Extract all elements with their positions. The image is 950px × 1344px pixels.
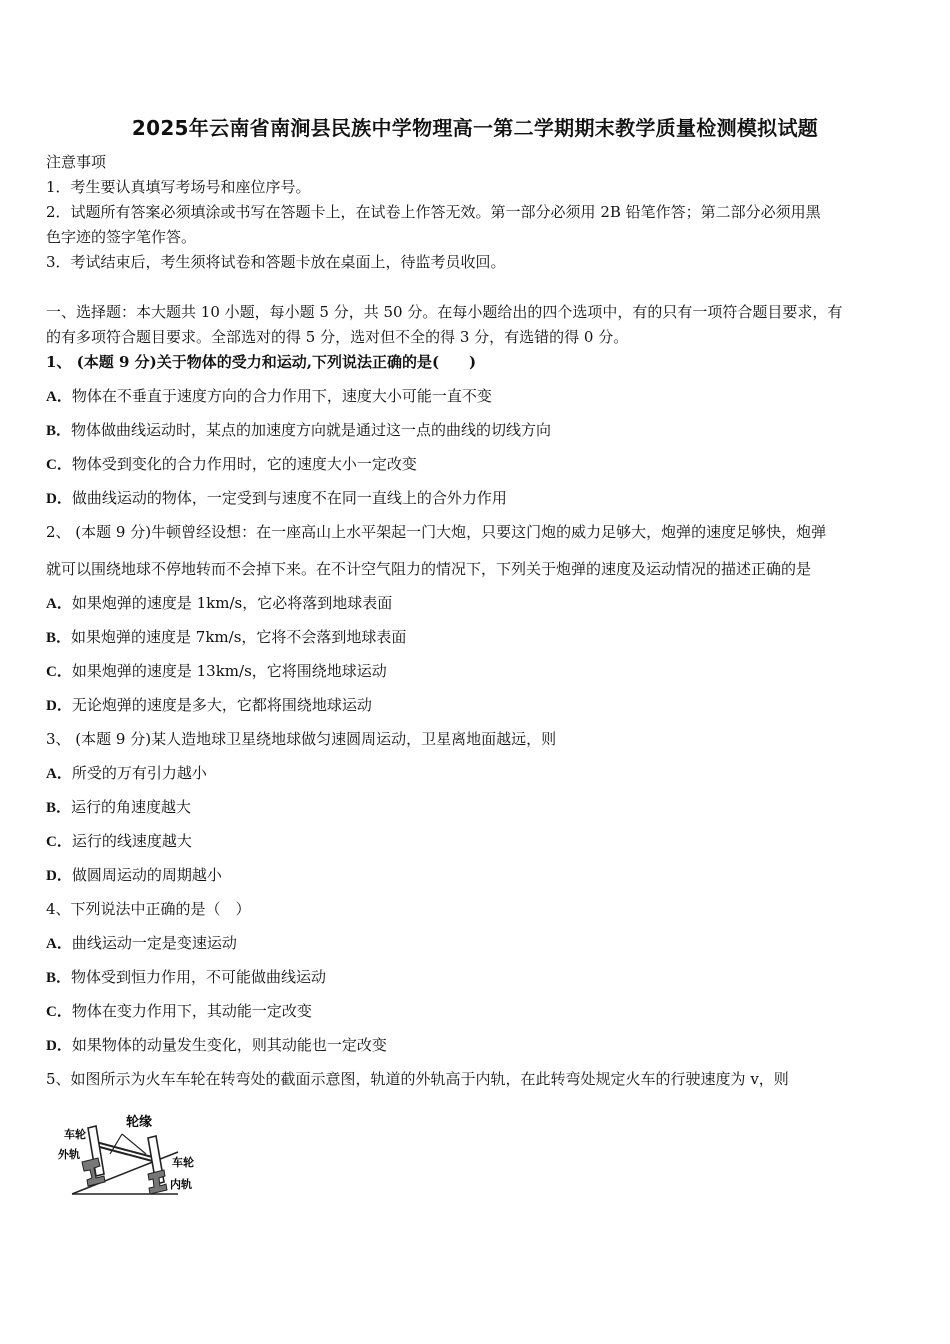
option-letter: B． <box>46 800 72 816</box>
option-item <box>46 797 908 818</box>
option-item <box>46 386 908 407</box>
label-outer-rail: 外轨 <box>58 1148 80 1161</box>
option-text: 如果物体的动量发生变化，则其动能也一定改变 <box>71 1036 387 1054</box>
option-letter: A． <box>46 766 72 782</box>
option-letter: C． <box>46 834 72 850</box>
option-item <box>46 865 908 886</box>
option-letter: A． <box>46 596 72 612</box>
label-inner-rail: 内轨 <box>170 1178 192 1191</box>
option-item <box>46 1035 908 1056</box>
option-letter: C． <box>46 1004 72 1020</box>
notice-item: 色字迹的签字笔作答。 <box>46 228 197 246</box>
option-letter: D． <box>46 1038 72 1054</box>
notice-item: 3．考试结束后，考生须将试卷和答题卡放在桌面上，待监考员收回。 <box>46 253 506 271</box>
option-text: 运行的角速度越大 <box>71 798 192 816</box>
option-text: 物体在不垂直于速度方向的合力作用下，速度大小可能一直不变 <box>71 387 492 405</box>
option-text: 如果炮弹的速度是 1km/s，它必将落到地球表面 <box>71 594 393 612</box>
option-text: 做圆周运动的周期越小 <box>71 866 222 884</box>
option-letter: A． <box>46 389 72 405</box>
option-item <box>46 831 908 852</box>
option-item <box>46 420 908 441</box>
question-stem: 5、如图所示为火车车轮在转弯处的截面示意图，轨道的外轨高于内轨，在此转弯处规定火车的行驶速度为 v，则 <box>46 1070 789 1088</box>
option-text: 如果炮弹的速度是 7km/s，它将不会落到地球表面 <box>71 628 407 646</box>
option-letter: D． <box>46 698 72 714</box>
axle-line <box>96 1142 156 1158</box>
option-text: 所受的万有引力越小 <box>71 764 207 782</box>
label-wheel-left: 车轮 <box>64 1128 86 1141</box>
option-item <box>46 763 908 784</box>
option-item <box>46 1001 908 1022</box>
option-letter: D． <box>46 491 72 507</box>
section-intro: 一、选择题：本大题共 10 小题，每小题 5 分，共 50 分。在每小题给出的四个选项中，有的只有一项符合题目要求，有 <box>46 303 843 321</box>
question-stem: 4、下列说法中正确的是（ ） <box>46 900 251 918</box>
option-text: 曲线运动一定是变速运动 <box>71 934 237 952</box>
page-title: 2025年云南省南涧县民族中学物理高一第二学期期末教学质量检测模拟试题 <box>131 116 819 140</box>
option-letter: D． <box>46 868 72 884</box>
option-letter: C． <box>46 664 72 680</box>
label-wheel-right: 车轮 <box>172 1156 194 1169</box>
option-item <box>46 593 908 614</box>
option-item <box>46 627 908 648</box>
option-text: 物体在变力作用下，其动能一定改变 <box>71 1002 312 1020</box>
option-item <box>46 661 908 682</box>
section-intro: 的有多项符合题目要求。全部选对的得 5 分，选对但不全的得 3 分，有选错的得 0 分。 <box>46 328 629 346</box>
label-flange: 轮缘 <box>126 1115 153 1130</box>
option-item <box>46 695 908 716</box>
train-wheel-diagram <box>52 1108 212 1203</box>
option-text: 物体受到恒力作用，不可能做曲线运动 <box>71 968 327 986</box>
option-text: 做曲线运动的物体，一定受到与速度不在同一直线上的合外力作用 <box>71 489 507 507</box>
option-text: 如果炮弹的速度是 13km/s，它将围绕地球运动 <box>71 662 387 680</box>
option-item <box>46 967 908 988</box>
option-letter: B． <box>46 423 72 439</box>
notice-item: 2．试题所有答案必须填涂或书写在答题卡上，在试卷上作答无效。第一部分必须用 2B 铅笔作答；第二部分必须用黑 <box>46 203 821 221</box>
notice-item: 1．考生要认真填写考场号和座位序号。 <box>46 178 311 196</box>
notice-heading: 注意事项 <box>46 153 107 171</box>
option-item <box>46 488 908 509</box>
question-stem: 2、 (本题 9 分)牛顿曾经设想：在一座高山上水平架起一门大炮，只要这门炮的威力足够大，炮弹的速度足够快，炮弹 <box>46 523 827 541</box>
axle-line <box>96 1146 156 1162</box>
question-stem: 就可以围绕地球不停地转而不会掉下来。在不计空气阻力的情况下，下列关于炮弹的速度及运动情况的描述正确的是 <box>46 560 812 578</box>
option-text: 无论炮弹的速度是多大，它都将围绕地球运动 <box>71 696 372 714</box>
option-letter: A． <box>46 936 72 952</box>
option-text: 物体做曲线运动时，某点的加速度方向就是通过这一点的曲线的切线方向 <box>71 421 552 439</box>
question-stem: 1、 (本题 9 分)关于物体的受力和运动,下列说法正确的是( ) <box>46 353 477 371</box>
option-item <box>46 933 908 954</box>
option-text: 物体受到变化的合力作用时，它的速度大小一定改变 <box>71 455 417 473</box>
option-letter: B． <box>46 630 72 646</box>
option-text: 运行的线速度越大 <box>71 832 192 850</box>
option-letter: B． <box>46 970 72 986</box>
option-letter: C． <box>46 457 72 473</box>
pointer-line <box>122 1134 146 1154</box>
option-item <box>46 454 908 475</box>
question-stem: 3、 (本题 9 分)某人造地球卫星绕地球做匀速圆周运动，卫星离地面越远，则 <box>46 730 557 748</box>
